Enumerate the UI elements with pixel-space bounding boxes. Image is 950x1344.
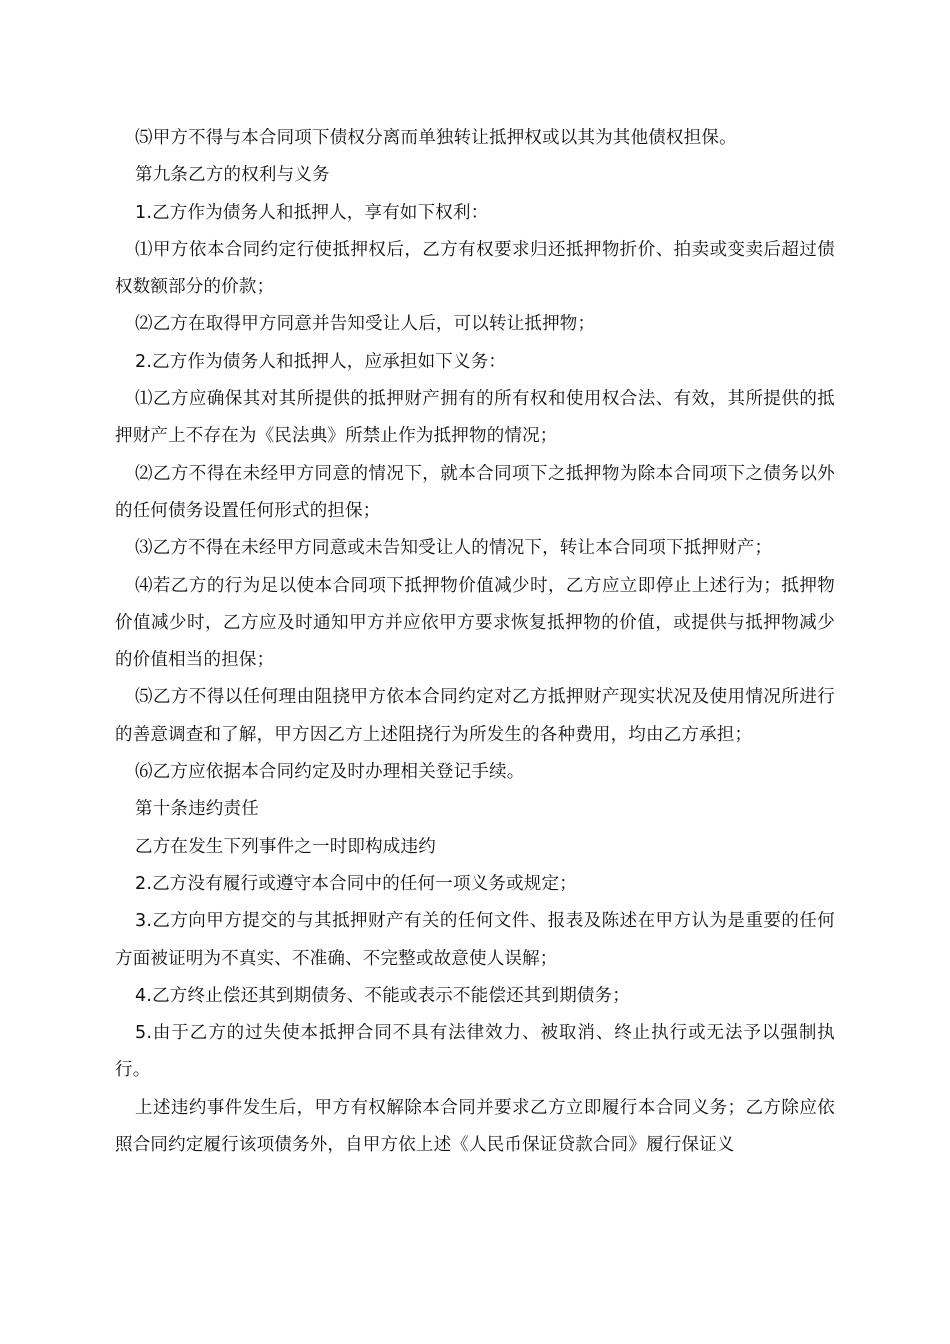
article-9-duty-2: ⑵乙方不得在未经甲方同意的情况下，就本合同项下之抵押物为除本合同项下之债务以外的任何债务设置任何形式的担保； xyxy=(115,463,835,521)
article-10-item-2: 2.乙方没有履行或遵守本合同中的任何一项义务或规定； xyxy=(135,873,577,894)
article-9-right-2: ⑵乙方在取得甲方同意并告知受让人后，可以转让抵押物； xyxy=(135,314,596,335)
article-9-duty-6: ⑹乙方应依据本合同约定及时办理相关登记手续。 xyxy=(135,762,525,783)
article-9-heading: 第九条乙方的权利与义务 xyxy=(135,165,330,186)
clause-8-item-5: ⑸甲方不得与本合同项下债权分离而单独转让抵押权或以其为其他债权担保。 xyxy=(135,128,737,148)
article-10-item-3: 3.乙方向甲方提交的与其抵押财产有关的任何文件、报表及陈述在甲方认为是重要的任何方面被证明为不真实、不准确、不完整或故意使人误解； xyxy=(115,911,835,969)
article-9-rights-intro: 1.乙方作为债务人和抵押人，享有如下权利： xyxy=(135,202,489,223)
document-page xyxy=(115,120,835,1164)
article-9-duty-4: ⑷若乙方的行为足以使本合同项下抵押物价值减少时，乙方应立即停止上述行为；抵押物价值减少时，乙方应及时通知甲方并应依甲方要求恢复抵押物的价值，或提供与抵押物减少的价值相当的担保； xyxy=(115,575,835,671)
article-9-duty-3: ⑶乙方不得在未经甲方同意或未告知受让人的情况下，转让本合同项下抵押财产； xyxy=(135,538,773,559)
article-10-item-4: 4.乙方终止偿还其到期债务、不能或表示不能偿还其到期债务； xyxy=(135,985,630,1006)
article-10-consequences: 上述违约事件发生后，甲方有权解除本合同并要求乙方立即履行本合同义务；乙方除应依照合同约定履行该项债务外，自甲方依上述《人民币保证贷款合同》履行保证义 xyxy=(115,1097,835,1156)
article-10-intro: 乙方在发生下列事件之一时即构成违约 xyxy=(135,836,436,857)
article-10-item-5: 5.由于乙方的过失使本抵押合同不具有法律效力、被取消、终止执行或无法予以强制执行。 xyxy=(115,1023,835,1081)
article-9-duty-1: ⑴乙方应确保其对其所提供的抵押财产拥有的所有权和使用权合法、有效，其所提供的抵押财产上不存在为《民法典》所禁止作为抵押物的情况； xyxy=(115,389,835,447)
article-9-right-1: ⑴甲方依本合同约定行使抵押权后，乙方有权要求归还抵押物折价、拍卖或变卖后超过债权数额部分的价款； xyxy=(115,239,835,298)
article-10-heading: 第十条违约责任 xyxy=(135,799,259,820)
article-9-duties-intro: 2.乙方作为债务人和抵押人，应承担如下义务： xyxy=(135,351,507,372)
article-9-duty-5: ⑸乙方不得以任何理由阻挠甲方依本合同约定对乙方抵押财产现实状况及使用情况所进行的善意调查和了解，甲方因乙方上述阻挠行为所发生的各种费用，均由乙方承担； xyxy=(115,687,835,745)
